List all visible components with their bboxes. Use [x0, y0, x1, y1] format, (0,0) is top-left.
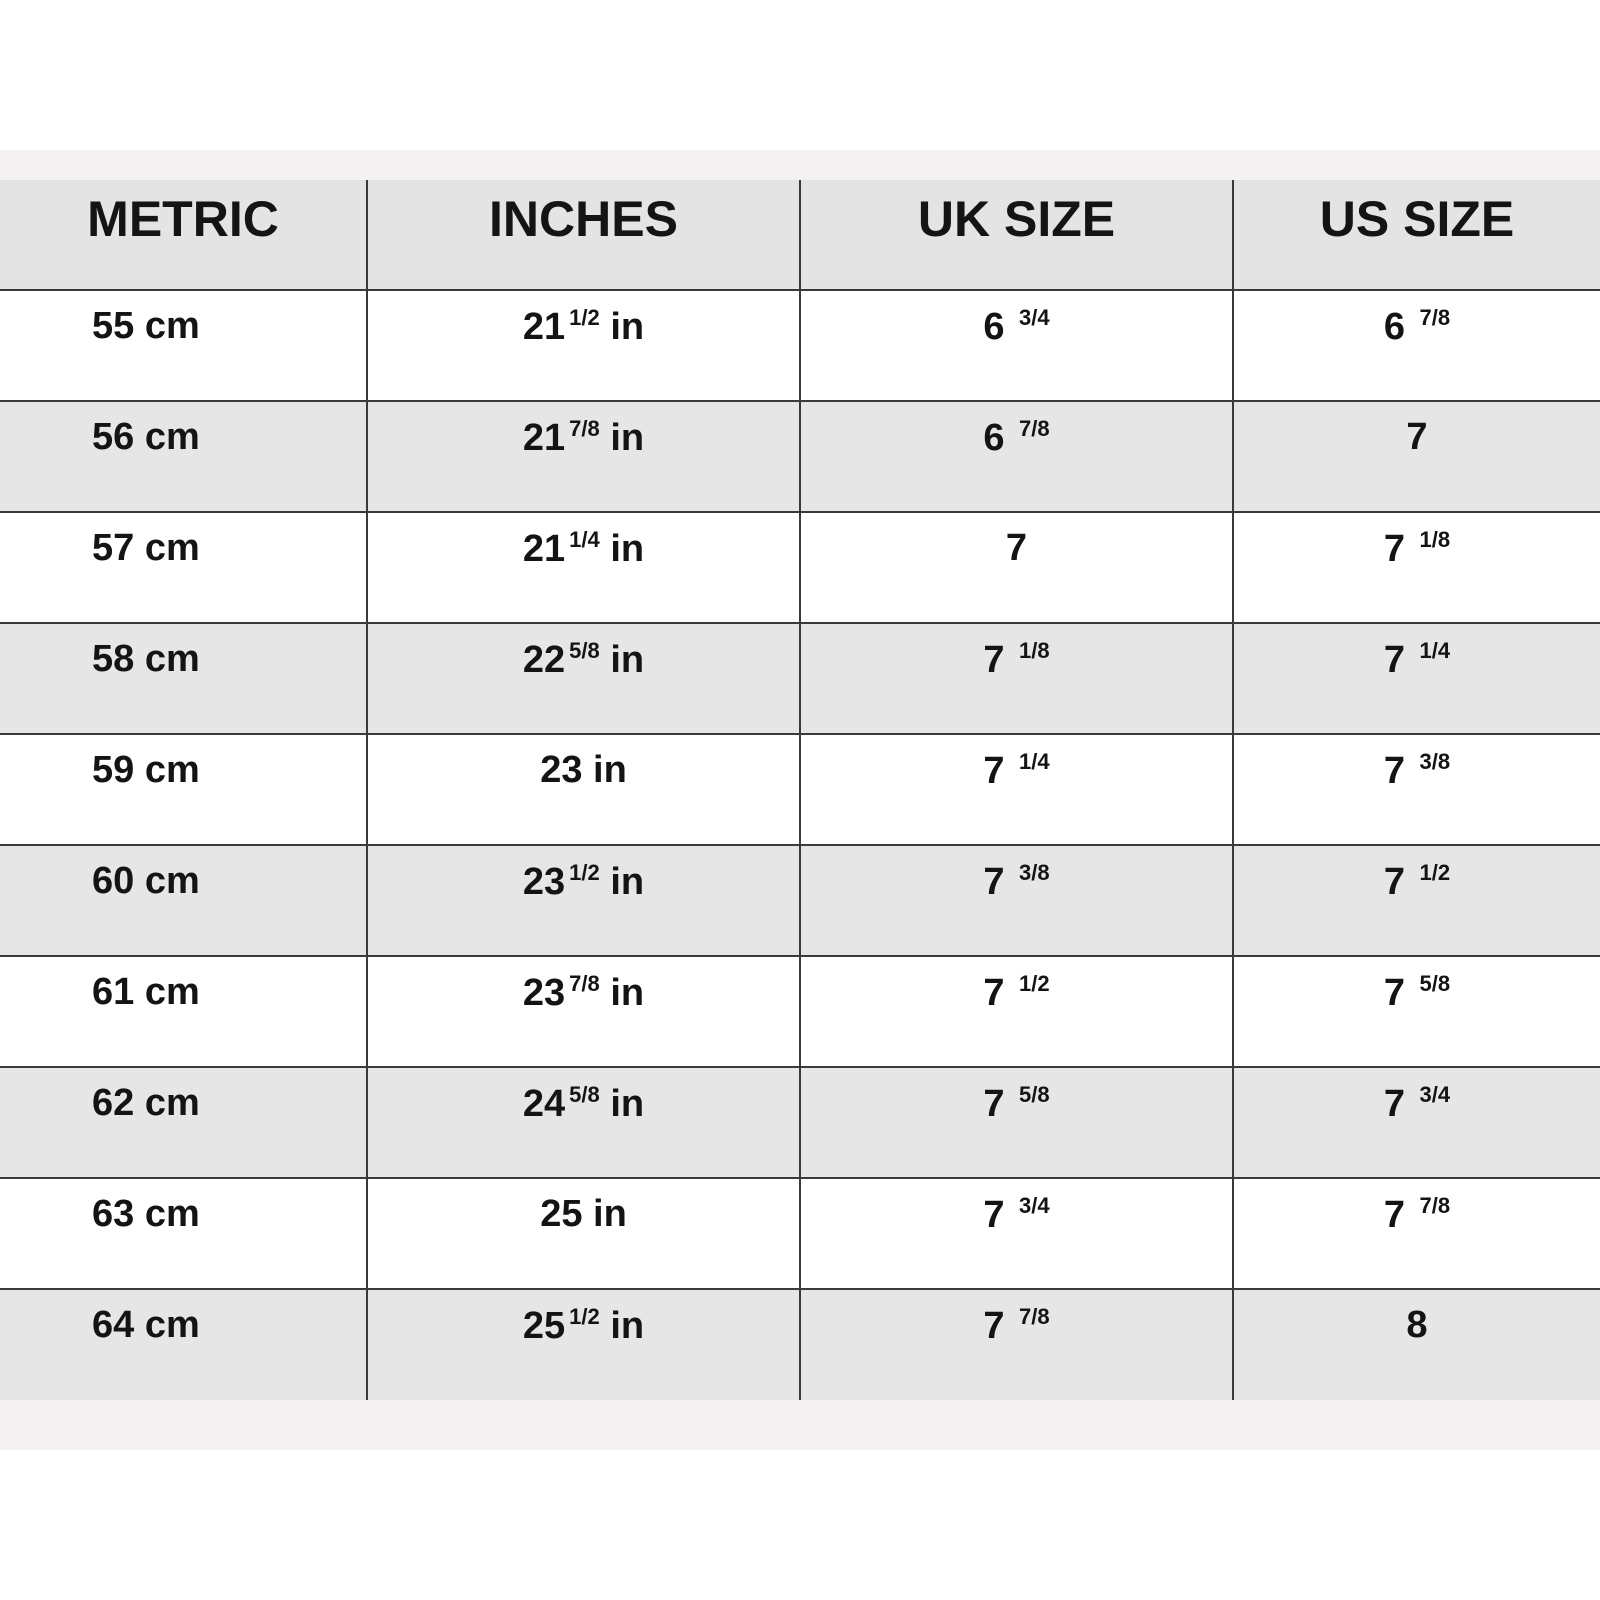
inches-cell: [367, 956, 800, 1067]
us-size-cell: [1233, 845, 1600, 956]
metric-cell: [0, 734, 367, 845]
table-row: [0, 845, 1600, 956]
us-size-cell: [1233, 512, 1600, 623]
uk-size-fraction: 7/8: [1019, 1304, 1050, 1329]
us-size-fraction: 1/8: [1419, 527, 1451, 552]
table-row: [0, 734, 1600, 845]
us-size-fraction: 1/4: [1419, 638, 1451, 663]
us-size-fraction: 7/8: [1419, 1193, 1451, 1218]
inches-fraction: 7/8: [569, 971, 600, 996]
inches-cell: [367, 512, 800, 623]
uk-size-cell: [800, 734, 1233, 845]
us-size-fraction: 3/8: [1419, 749, 1451, 774]
us-size-whole: 7: [1383, 639, 1405, 681]
inches-unit: in: [610, 306, 645, 348]
inches-unit: in: [610, 1083, 645, 1125]
us-size-whole: 7: [1383, 1083, 1405, 1125]
metric-value: 56 cm: [92, 416, 200, 458]
us-size-whole: 7: [1383, 528, 1405, 570]
us-size-whole: 6: [1383, 306, 1405, 348]
metric-cell: [0, 290, 367, 401]
inches-unit: in: [610, 417, 645, 459]
uk-size-whole: 6: [983, 417, 1005, 459]
us-size-whole: 7: [1383, 861, 1405, 903]
us-size-cell: [1233, 734, 1600, 845]
us-size-cell: [1233, 290, 1600, 401]
metric-value: 63 cm: [92, 1193, 200, 1235]
inches-whole: 23: [522, 861, 566, 903]
uk-size-fraction: 3/4: [1019, 1193, 1050, 1218]
inches-fraction: 1/2: [569, 1304, 600, 1329]
inches-cell: [367, 1178, 800, 1289]
inches-whole: 21: [522, 528, 566, 570]
uk-size-cell: [800, 623, 1233, 734]
metric-cell: [0, 623, 367, 734]
uk-size-whole: 7: [1005, 527, 1028, 569]
us-size-cell: [1233, 1289, 1600, 1400]
metric-value: 61 cm: [92, 971, 200, 1013]
uk-size-fraction: 3/4: [1019, 305, 1050, 330]
uk-size-cell: [800, 290, 1233, 401]
inches-whole: 25: [540, 1193, 583, 1235]
inches-whole: 21: [522, 306, 566, 348]
us-size-whole: 7: [1383, 1194, 1405, 1236]
uk-size-cell: [800, 845, 1233, 956]
header-us-size: US SIZE: [1233, 180, 1600, 290]
uk-size-fraction: 7/8: [1019, 416, 1050, 441]
uk-size-cell: [800, 401, 1233, 512]
table-row: [0, 512, 1600, 623]
header-row: [0, 180, 1600, 290]
inches-fraction: 5/8: [569, 638, 600, 663]
metric-value: 62 cm: [92, 1082, 200, 1124]
inches-cell: [367, 1289, 800, 1400]
table-row: [0, 623, 1600, 734]
us-size-fraction: 5/8: [1419, 971, 1451, 996]
metric-cell: [0, 1289, 367, 1400]
inches-unit: in: [610, 1305, 645, 1347]
uk-size-fraction: 3/8: [1019, 860, 1050, 885]
inches-whole: 21: [522, 417, 566, 459]
uk-size-whole: 7: [983, 972, 1005, 1014]
inches-fraction: 1/2: [569, 305, 600, 330]
inches-cell: [367, 845, 800, 956]
inches-fraction: 1/4: [569, 527, 600, 552]
inches-cell: [367, 290, 800, 401]
us-size-whole: 7: [1383, 750, 1405, 792]
uk-size-fraction: 1/4: [1019, 749, 1050, 774]
uk-size-whole: 7: [983, 861, 1005, 903]
hat-size-chart: [0, 180, 1600, 1400]
us-size-cell: [1233, 623, 1600, 734]
inches-cell: [367, 1067, 800, 1178]
us-size-fraction: 3/4: [1419, 1082, 1451, 1107]
table-row: [0, 290, 1600, 401]
inches-unit: in: [610, 528, 645, 570]
uk-size-fraction: 1/8: [1019, 638, 1050, 663]
table-row: [0, 956, 1600, 1067]
uk-size-whole: 7: [983, 1083, 1005, 1125]
inches-fraction: 1/2: [569, 860, 600, 885]
table-row: [0, 1067, 1600, 1178]
inches-whole: 25: [522, 1305, 566, 1347]
us-size-cell: [1233, 401, 1600, 512]
uk-size-whole: 7: [983, 1305, 1005, 1347]
table-row: [0, 1178, 1600, 1289]
us-size-fraction: 7/8: [1419, 305, 1451, 330]
us-size-whole: 7: [1406, 416, 1428, 458]
inches-cell: [367, 401, 800, 512]
metric-value: 55 cm: [92, 305, 200, 347]
metric-value: 57 cm: [92, 527, 200, 569]
uk-size-cell: [800, 512, 1233, 623]
uk-size-whole: 6: [983, 306, 1005, 348]
us-size-whole: 8: [1406, 1304, 1428, 1346]
inches-whole: 24: [522, 1083, 566, 1125]
metric-cell: [0, 1178, 367, 1289]
header-metric: METRIC: [0, 180, 367, 290]
uk-size-cell: [800, 1067, 1233, 1178]
inches-fraction: 5/8: [569, 1082, 600, 1107]
uk-size-whole: 7: [983, 639, 1005, 681]
us-size-fraction: 1/2: [1419, 860, 1451, 885]
us-size-cell: [1233, 956, 1600, 1067]
us-size-cell: [1233, 1067, 1600, 1178]
uk-size-whole: 7: [983, 750, 1005, 792]
metric-value: 59 cm: [92, 749, 200, 791]
inches-unit: in: [610, 972, 645, 1014]
metric-cell: [0, 512, 367, 623]
uk-size-fraction: 5/8: [1019, 1082, 1050, 1107]
metric-cell: [0, 956, 367, 1067]
table-row: [0, 1289, 1600, 1400]
inches-cell: [367, 623, 800, 734]
inches-unit: in: [610, 861, 645, 903]
uk-size-cell: [800, 1289, 1233, 1400]
metric-cell: [0, 401, 367, 512]
metric-value: 64 cm: [92, 1304, 200, 1346]
metric-cell: [0, 1067, 367, 1178]
metric-value: 58 cm: [92, 638, 200, 680]
inches-unit: in: [610, 639, 645, 681]
inches-whole: 22: [522, 639, 566, 681]
us-size-cell: [1233, 1178, 1600, 1289]
uk-size-cell: [800, 956, 1233, 1067]
inches-unit: in: [593, 1193, 627, 1235]
header-inches: INCHES: [367, 180, 800, 290]
metric-value: 60 cm: [92, 860, 200, 902]
uk-size-whole: 7: [983, 1194, 1005, 1236]
inches-fraction: 7/8: [569, 416, 600, 441]
inches-whole: 23: [522, 972, 566, 1014]
inches-cell: [367, 734, 800, 845]
inches-unit: in: [593, 749, 627, 791]
table-row: [0, 401, 1600, 512]
header-uk-size: UK SIZE: [800, 180, 1233, 290]
inches-whole: 23: [540, 749, 583, 791]
uk-size-cell: [800, 1178, 1233, 1289]
us-size-whole: 7: [1383, 972, 1405, 1014]
metric-cell: [0, 845, 367, 956]
uk-size-fraction: 1/2: [1019, 971, 1050, 996]
